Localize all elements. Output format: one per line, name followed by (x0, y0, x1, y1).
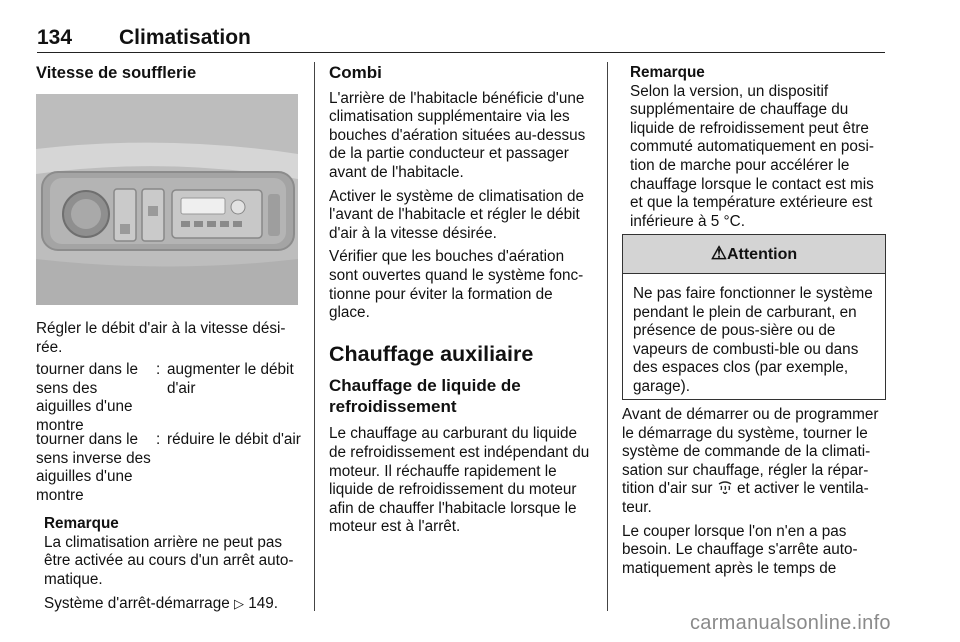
column-divider (607, 62, 608, 611)
instruction-separator: : (156, 431, 161, 448)
section-heading-blower: Vitesse de soufflerie (36, 64, 197, 82)
operation-text (622, 406, 886, 578)
column-middle (329, 64, 592, 537)
warning-title: Attention (726, 246, 798, 263)
instruction-separator: : (156, 361, 161, 378)
remark-title: Remarque (630, 64, 705, 81)
warning-text: Ne pas faire fonctionner le système pendant le plein de carburant, en présence de pous-sière ou de vapeurs de combusti-ble ou dans des espaces clos (par exemple, garage). (633, 285, 873, 395)
paragraph-switch-off: Le couper lorsque l'on n'en a pas besoin. Le chauffage s'arrête auto-matiquement après le temps de (622, 522, 858, 577)
paragraph-combi-1: L'arrière de l'habitacle bénéficie d'une climatisation supplémentaire via les bouches d'aération situées au-dessus de la partie conducteur et passager avant de l'habitacle. (329, 89, 586, 181)
instruction-action: tourner dans le sens des aiguilles d'une montre (36, 361, 139, 434)
cross-reference (44, 595, 301, 614)
remark-title: Remarque (44, 515, 119, 532)
paragraph-start-text-end: et activer le ventila-teur. (622, 480, 869, 516)
blower-control-photo (36, 94, 298, 305)
warning-triangle-icon: ⚠ (710, 243, 727, 263)
warning-box (622, 234, 886, 400)
warning-title-wrap (623, 244, 885, 265)
remark-text: Selon la version, un dispositif supplémentaire de chauffage du liquide de refroidissement peut être commuté automatiquement en posi-tion de marche pour accélérer le chauffage lorsque le contact est mis et que la température extérieure est inférieure à 5 °C. (630, 82, 875, 230)
page-ref-arrow-icon: ▷ (233, 596, 244, 612)
remark-block (630, 64, 886, 231)
warning-header (623, 235, 885, 274)
watermark: carmanualsonline.info (690, 612, 891, 634)
column-right (622, 64, 886, 624)
page-header (37, 22, 885, 53)
paragraph-adjust-airflow: Régler le débit d'air à la vitesse dési-rée. (36, 320, 286, 356)
column-divider (314, 62, 315, 611)
heading-combi: Combi (329, 63, 382, 82)
remark-block (44, 515, 301, 614)
instruction-result: réduire le débit d'air (167, 431, 301, 448)
heading-coolant-heater: Chauffage de liquide de refroidissement (329, 376, 521, 417)
instruction-result: augmenter le débit d'air (167, 361, 294, 397)
paragraph-coolant-heater: Le chauffage au carburant du liquide de refroidissement est indépendant du moteur. Il réchauffe rapidement le liquide de refroidissement du moteur afin de chauffer l'habitacle lorsque le moteur est à l'arrêt. (329, 425, 590, 536)
heading-auxiliary-heating: Chauffage auxiliaire (329, 341, 534, 366)
remark-text: La climatisation arrière ne peut pas être activée au cours d'un arrêt auto-matique. (44, 533, 294, 588)
dashboard-panel-image (36, 94, 298, 305)
cross-reference-page[interactable]: 149. (248, 595, 278, 613)
paragraph-start-instructions (622, 406, 886, 518)
paragraph-combi-2: Activer le système de climatisation de l'avant de l'habitacle et régler le débit d'air à la vitesse désirée. (329, 187, 585, 242)
page-title: Climatisation (119, 26, 251, 49)
page-number: 134 (37, 26, 73, 49)
cross-reference-text: Système d'arrêt-démarrage (44, 595, 230, 613)
paragraph-combi-3: Vérifier que les bouches d'aération sont ouvertes quand le système fonc-tionne pour éviter la formation de glace. (329, 248, 584, 322)
paragraph-start-text: Avant de démarrer ou de programmer le démarrage du système, tourner le système de commande de la climati-sation sur chauffage, régler la répar-tition d'air sur (622, 406, 879, 498)
instruction-action: tourner dans le sens inverse des aiguilles d'une montre (36, 431, 151, 504)
defrost-floor-icon (717, 480, 737, 497)
